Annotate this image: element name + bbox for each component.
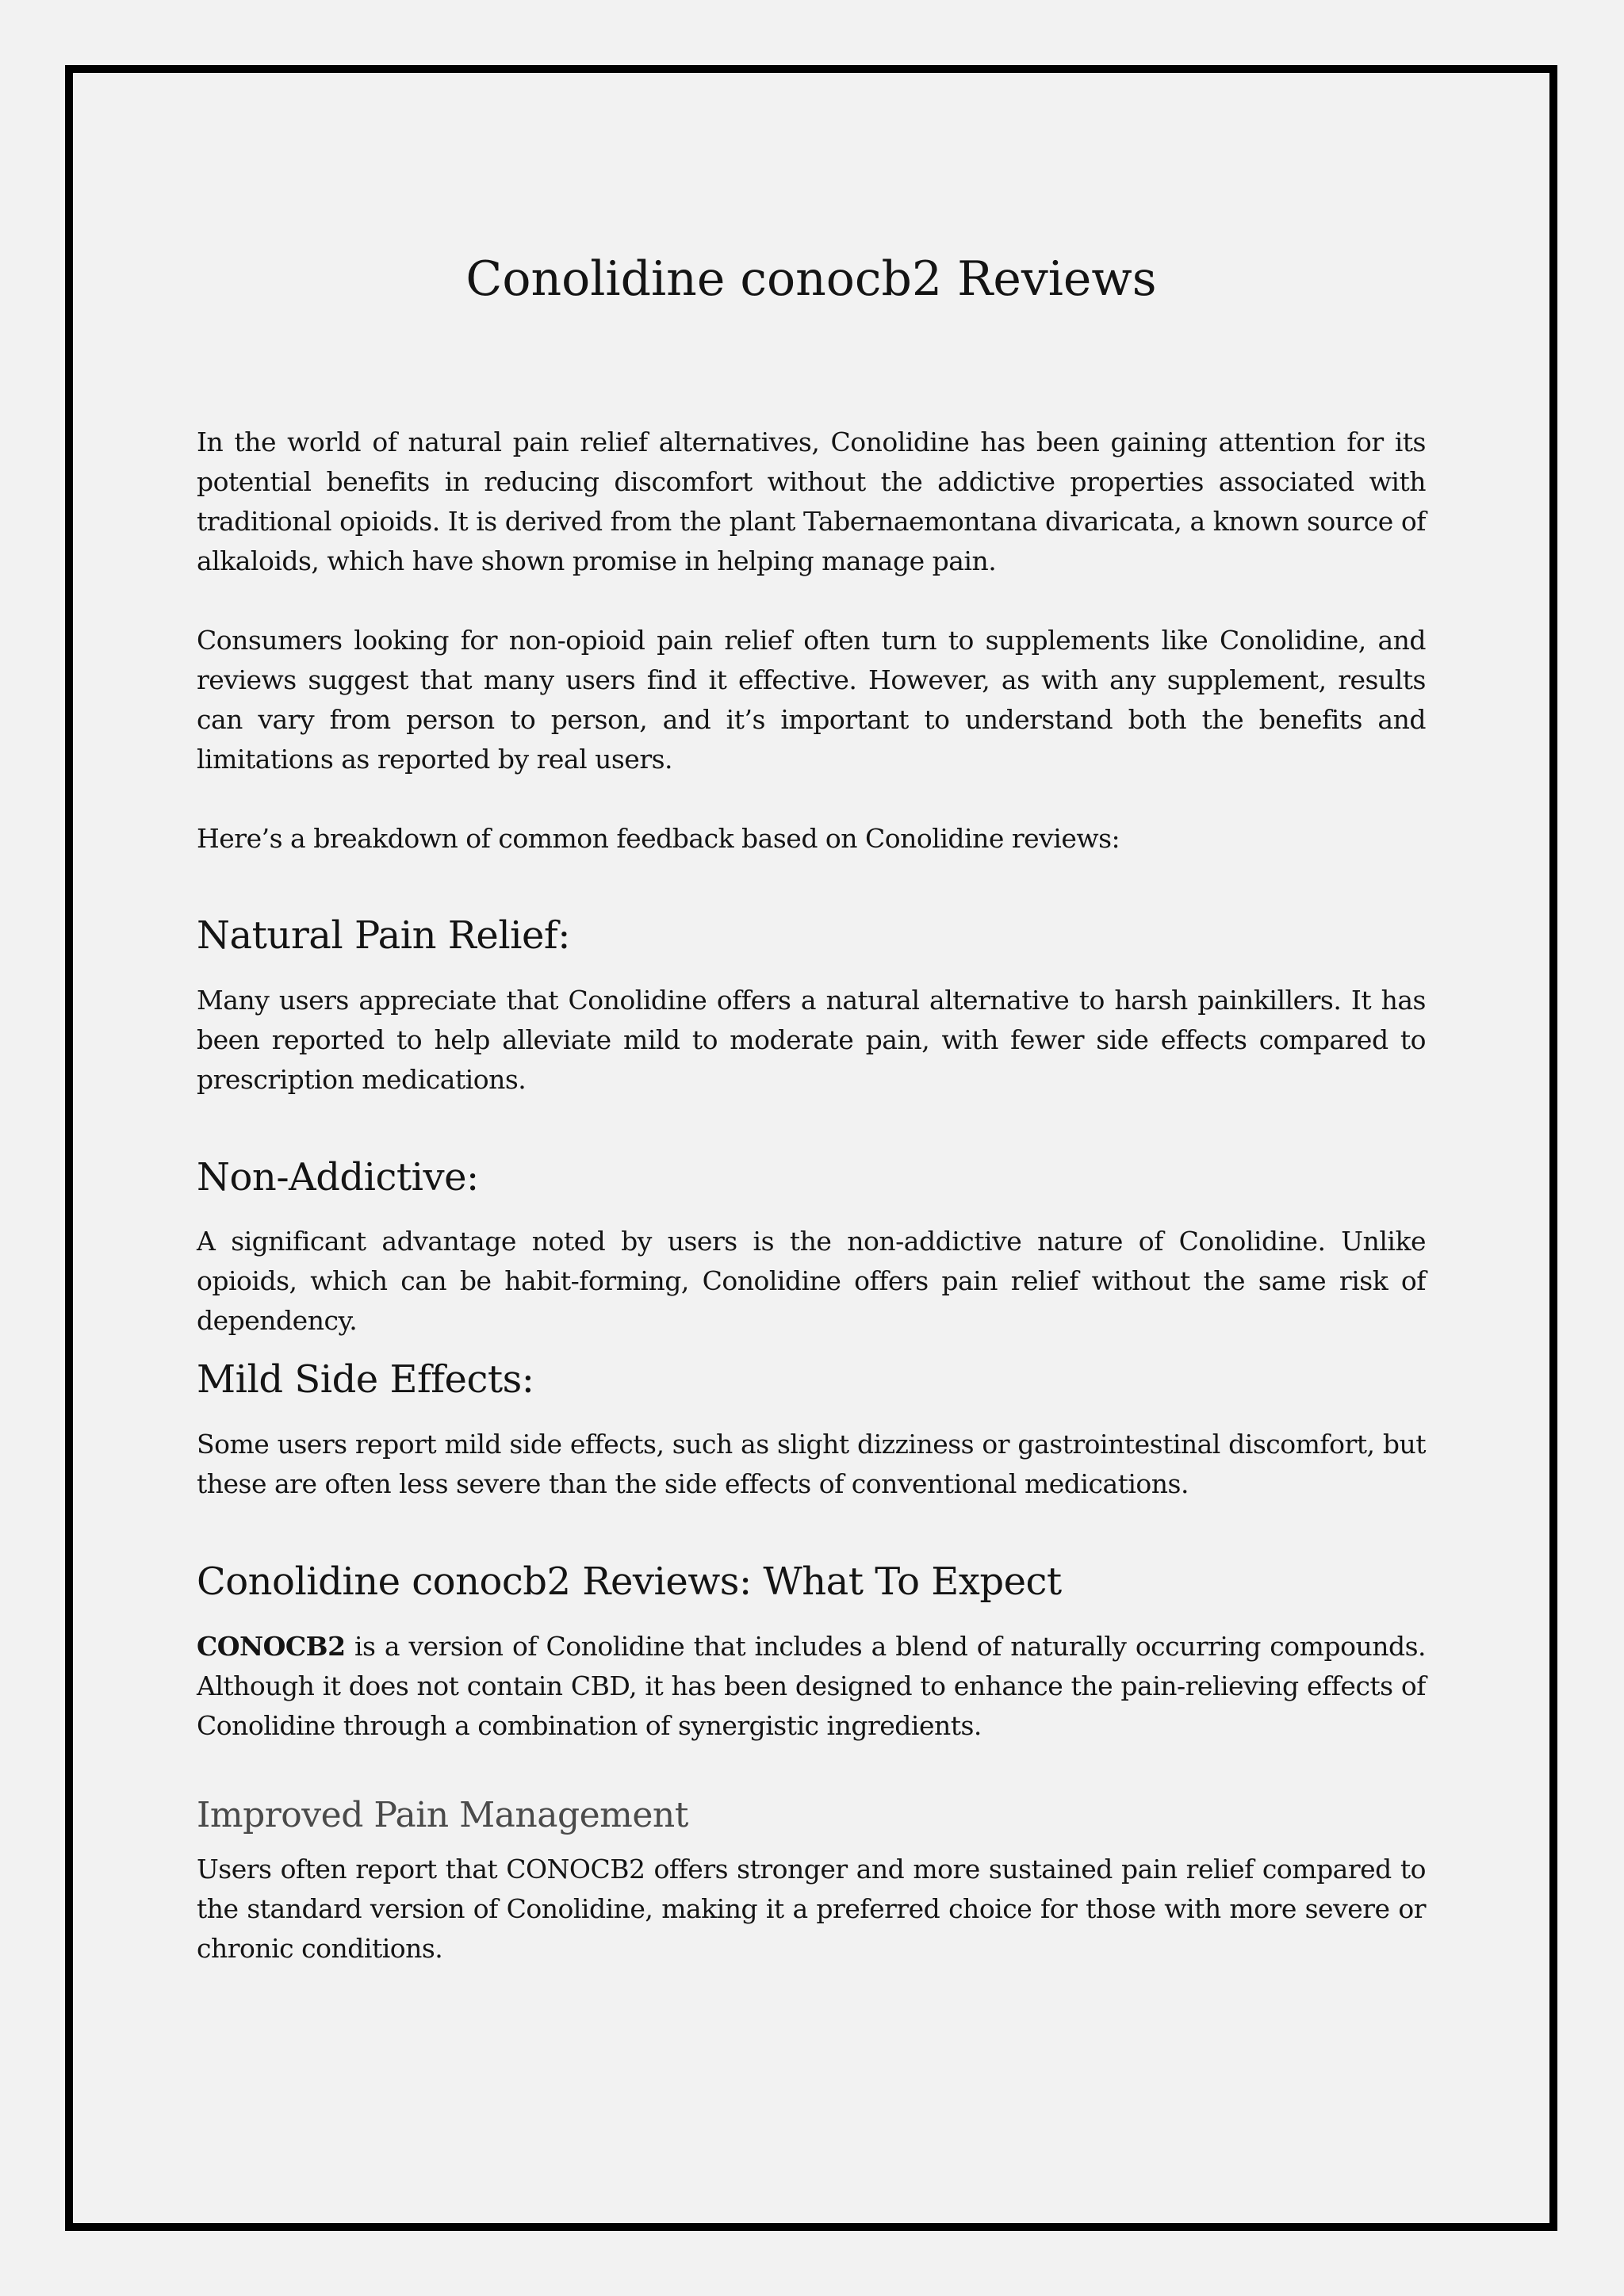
section-heading-mild-side-effects: Mild Side Effects: — [197, 1357, 534, 1402]
subsection-heading-improved-pain-management: Improved Pain Management — [197, 1795, 688, 1835]
section-body-what-to-expect — [197, 1627, 1426, 1746]
intro-paragraph-2: Consumers looking for non-opioid pain relief often turn to supplements like Conolidine, and reviews suggest that many users find it effective. However, as with any supplement, results can vary from person to person, and it’s important to understand both the benefits and limitations as reported by real users. — [197, 625, 1426, 775]
intro-paragraph-1: In the world of natural pain relief alternatives, Conolidine has been gaining attention for its potential benefits in reducing discomfort without the addictive properties associated with traditional opioids. It is derived from the plant Tabernaemontana divaricata, a known source of alkaloids, which have shown promise in helping manage pain. — [197, 427, 1426, 576]
conocb2-bold-lead: CONOCB2 — [197, 1631, 346, 1662]
intro-paragraph-3: Here’s a breakdown of common feedback based on Conolidine reviews: — [197, 823, 1120, 854]
section-heading-non-addictive: Non-Addictive: — [197, 1155, 479, 1200]
subsection-body-improved-pain-management: Users often report that CONOCB2 offers stronger and more sustained pain relief compared to the standard version of Conolidine, making it a preferred choice for those with more severe or chronic conditions. — [197, 1854, 1426, 1964]
section-body-non-addictive: A significant advantage noted by users is the non-addictive nature of Conolidine. Unlike opioids, which can be habit-forming, Conolidine offers pain relief without the same risk of dependency. — [197, 1226, 1426, 1336]
section-body-natural-pain-relief: Many users appreciate that Conolidine offers a natural alternative to harsh painkillers. It has been reported to help alleviate mild to moderate pain, with fewer side effects compared to prescription medications. — [197, 985, 1426, 1095]
section-heading-natural-pain-relief: Natural Pain Relief: — [197, 913, 570, 958]
section-heading-what-to-expect: Conolidine conocb2 Reviews: What To Expect — [197, 1559, 1062, 1604]
section-body-mild-side-effects: Some users report mild side effects, such as slight dizziness or gastrointestinal discomfort, but these are often less severe than the side effects of conventional medications. — [197, 1429, 1426, 1499]
what-to-expect-text: is a version of Conolidine that includes a blend of naturally occurring compounds. Although it does not contain CBD, it has been designed to enhance the pain-relieving effects of Conolidine through a combination of synergistic ingredients. — [197, 1631, 1426, 1741]
document-title: Conolidine conocb2 Reviews — [465, 251, 1157, 307]
